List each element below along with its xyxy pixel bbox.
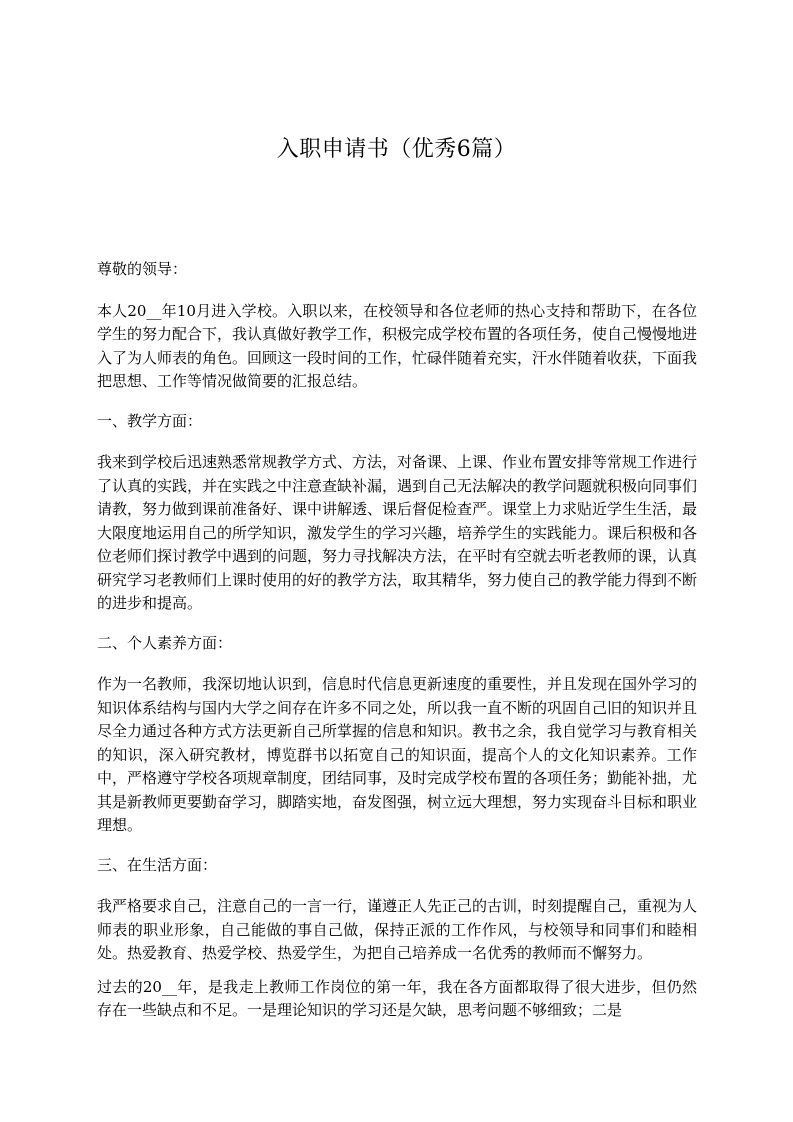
document-body bbox=[97, 258, 697, 1039]
document-title: 入职申请书（优秀6篇） bbox=[276, 137, 517, 162]
paragraph-summary: 过去的20__年，是我走上教师工作岗位的第一年，我在各方面都取得了很大进步，但仍然存在一些缺点和不足。一是理论知识的学习还是欠缺，思考问题不够细致；二是 bbox=[97, 977, 697, 1019]
paragraph-life: 我严格要求自己，注意自己的一言一行，谨遵正人先正己的古训，时刻提醒自己，重视为人师表的职业形象，自己能做的事自己做，保持正派的工作作风，与校领导和同事们和睦相处。热爱教育、热爱学校、热爱学生，为把自己培养成一名优秀的教师而不懈努力。 bbox=[97, 897, 698, 962]
paragraph-teaching: 我来到学校后迅速熟悉常规教学方式、方法，对备课、上课、作业布置安排等常规工作进行了认真的实践，并在实践之中注意查缺补漏，遇到自己无法解决的教学问题就积极向同事们请教，努力做到课前准备好、课中讲解透、课后督促检查严。课堂上力求贴近学生生活，最大限度地运用自己的所学知识，激发学生的学习兴趣，培养学生的实践能力。课后积极和各位老师们探讨教学中遇到的问题，努力寻找解决方法，在平时有空就去听老教师的课，认真研究学习老教师们上课时使用的好的教学方法，取其精华，努力使自己的教学能力得到不断的进步和提高。 bbox=[97, 453, 698, 612]
section-heading-teaching: 一、教学方面： bbox=[97, 411, 203, 430]
paragraph-personal: 作为一名教师，我深切地认识到，信息时代信息更新速度的重要性，并且发现在国外学习的知识体系结构与国内大学之间存在许多不同之处，所以我一直不断的巩固自己旧的知识并且尽全力通过各种方式方法更新自己所掌握的信息和知识。教书之余，我自觉学习与教育相关的知识，深入研究教材，博览群书以拓宽自己的知识面，提高个人的文化知识素养。工作中，严格遵守学校各项规章制度，团结同事，及时完成学校布置的各项任务；勤能补拙，尤其是新教师更要勤奋学习，脚踏实地，奋发图强，树立远大理想，努力实现奋斗目标和职业理想。 bbox=[97, 675, 698, 834]
salutation: 尊敬的领导： bbox=[97, 260, 188, 278]
paragraph-intro: 本人20__年10月进入学校。入职以来，在校领导和各位老师的热心支持和帮助下，在各位学生的努力配合下，我认真做好教学工作，积极完成学校布置的各项任务，使自己慢慢地进入了为人师表的角色。回顾这一段时间的工作，忙碌伴随着充实，汗水伴随着收获，下面我把思想、工作等情况做简要的汇报总结。 bbox=[97, 301, 698, 390]
section-heading-personal: 二、个人素养方面： bbox=[97, 633, 233, 652]
section-heading-life: 三、在生活方面： bbox=[97, 855, 218, 874]
